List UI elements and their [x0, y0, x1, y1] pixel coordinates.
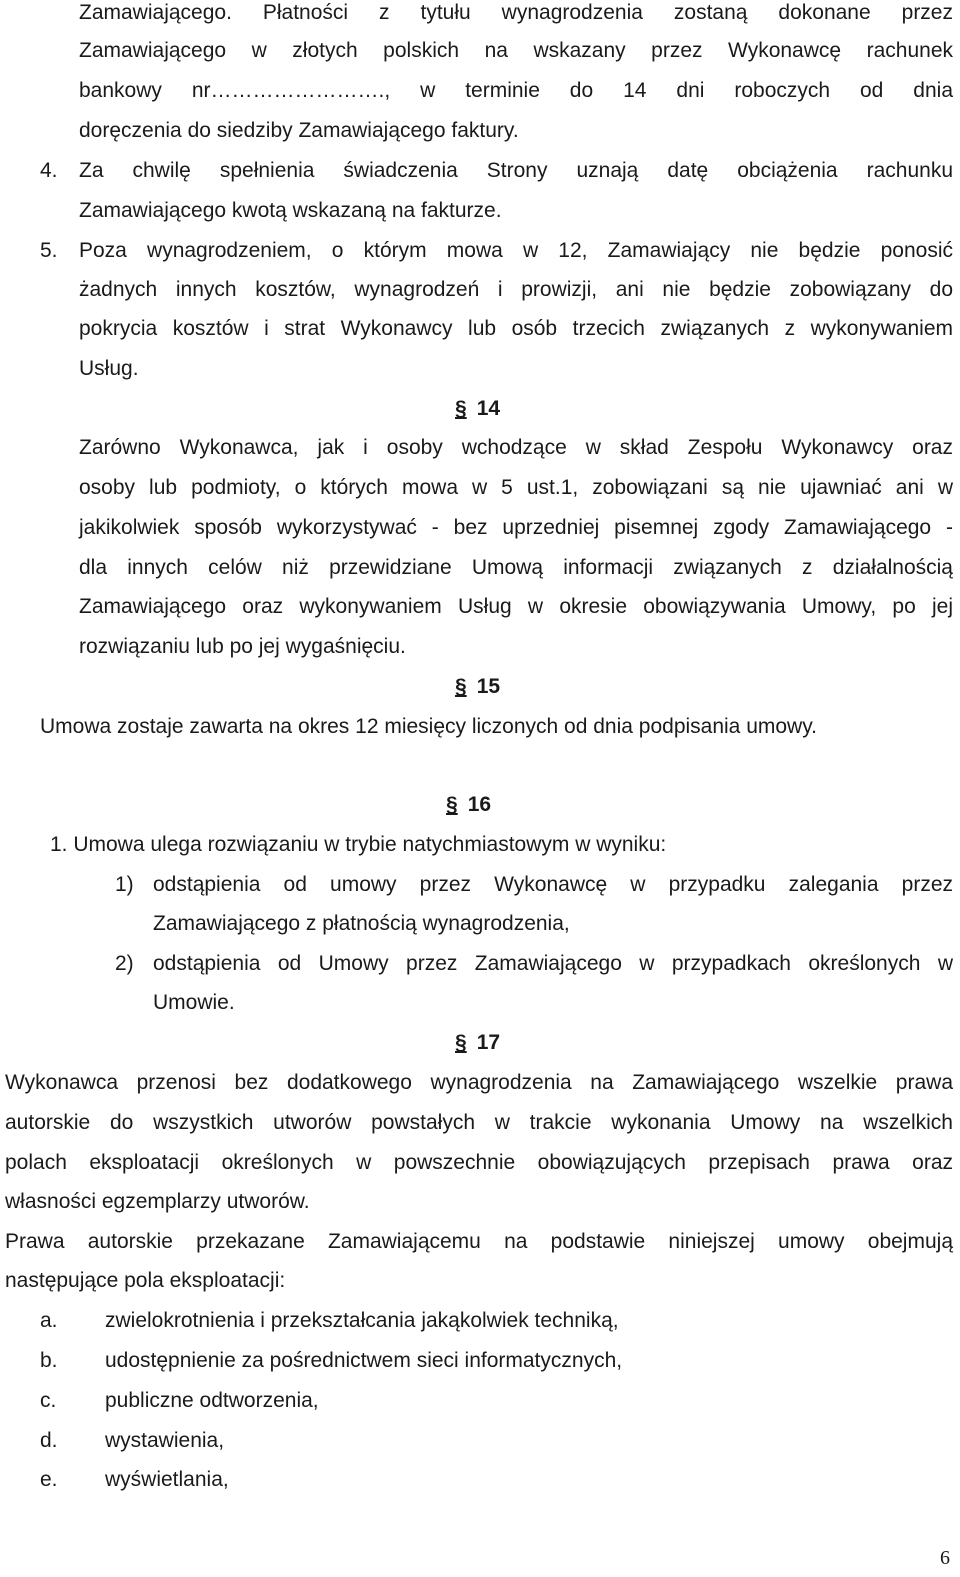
section-15-text: Umowa zostaje zawarta na okres 12 miesięcy liczonych od dnia podpisania umowy. — [40, 715, 817, 738]
section-number: 16 — [467, 793, 492, 816]
list-text: wystawienia, — [105, 1429, 225, 1452]
list-text: wyświetlania, — [105, 1468, 229, 1491]
text-line: odstąpienia od Umowy przez Zamawiającego w przypadkach określonych w — [153, 952, 953, 975]
text-line: polach eksploatacji określonych w powszechnie obowiązujących przepisach prawa oraz — [5, 1151, 953, 1174]
text-line: Wykonawca przenosi bez dodatkowego wynagrodzenia na Zamawiającego wszelkie prawa — [5, 1071, 953, 1094]
text-line: żadnych innych kosztów, wynagrodzeń i prowizji, ani nie będzie zobowiązany do — [79, 278, 953, 301]
section-symbol: § — [455, 397, 467, 420]
list-text: zwielokrotnienia i przekształcania jakąkolwiek techniką, — [105, 1309, 619, 1332]
text-line: Zarówno Wykonawca, jak i osoby wchodzące w skład Zespołu Wykonawcy oraz — [79, 436, 953, 459]
text-line: dla innych celów niż przewidziane Umową informacji związanych z działalnością — [79, 556, 953, 579]
section-symbol: § — [455, 675, 467, 698]
text-line: doręczenia do siedziby Zamawiającego faktury. — [79, 119, 519, 142]
text-line: 1. Umowa ulega rozwiązaniu w trybie natychmiastowym w wyniku: — [50, 833, 667, 856]
section-number: 14 — [476, 397, 501, 420]
text-line: rozwiązaniu lub po jej wygaśnięciu. — [79, 635, 406, 658]
text-line: Za chwilę spełnienia świadczenia Strony uznają datę obciążenia rachunku — [79, 159, 953, 182]
list-text: publiczne odtworzenia, — [105, 1389, 319, 1412]
item-number: 5. — [40, 239, 58, 262]
list-letter: e. — [40, 1468, 58, 1491]
page-number: 6 — [940, 1547, 950, 1569]
text-line: Umowie. — [153, 991, 235, 1014]
text-line: Poza wynagrodzeniem, o którym mowa w 12, Zamawiający nie będzie ponosić — [79, 239, 953, 262]
sub-item-number: 2) — [115, 952, 134, 975]
section-symbol: § — [446, 793, 458, 816]
text-line: Zamawiającego w złotych polskich na wskazany przez Wykonawcę rachunek — [79, 39, 953, 62]
item-number: 4. — [40, 159, 58, 182]
section-heading-15 — [455, 674, 500, 700]
text-line: Prawa autorskie przekazane Zamawiającemu na podstawie niniejszej umowy obejmują — [5, 1230, 953, 1253]
text-line: Zamawiającego kwotą wskazaną na fakturze. — [79, 199, 502, 222]
text-line: odstąpienia od umowy przez Wykonawcę w przypadku zalegania przez — [153, 873, 953, 896]
section-symbol: § — [455, 1031, 467, 1054]
list-letter: b. — [40, 1349, 58, 1372]
section-heading-14 — [455, 396, 500, 422]
text-line: własności egzemplarzy utworów. — [5, 1190, 310, 1213]
section-number: 15 — [476, 675, 501, 698]
text-line: jakikolwiek sposób wykorzystywać - bez uprzedniej pisemnej zgody Zamawiającego - — [79, 516, 953, 539]
list-letter: c. — [40, 1389, 57, 1412]
text-line: osoby lub podmioty, o których mowa w 5 ust.1, zobowiązani są nie ujawniać ani w — [79, 476, 953, 499]
section-number: 17 — [476, 1031, 501, 1054]
text-line: pokrycia kosztów i strat Wykonawcy lub osób trzecich związanych z wykonywaniem — [79, 317, 953, 340]
list-text: udostępnienie za pośrednictwem sieci informatycznych, — [105, 1349, 623, 1372]
section-heading-16 — [446, 792, 491, 818]
text-line: Zamawiającego z płatnością wynagrodzenia, — [153, 912, 570, 935]
text-line: Zamawiającego. Płatności z tytułu wynagrodzenia zostaną dokonane przez — [79, 1, 953, 24]
sub-item-number: 1) — [115, 873, 134, 896]
text-line: Zamawiającego oraz wykonywaniem Usług w okresie obowiązywania Umowy, po jej — [79, 595, 953, 618]
text-line: bankowy nr……………………., w terminie do 14 dni roboczych od dnia — [79, 79, 953, 102]
text-line: następujące pola eksploatacji: — [5, 1269, 286, 1292]
section-heading-17 — [455, 1030, 500, 1056]
list-letter: a. — [40, 1309, 58, 1332]
text-line: Usług. — [79, 357, 139, 380]
list-letter: d. — [40, 1429, 58, 1452]
text-line: autorskie do wszystkich utworów powstałych w trakcie wykonania Umowy na wszelkich — [5, 1111, 953, 1134]
